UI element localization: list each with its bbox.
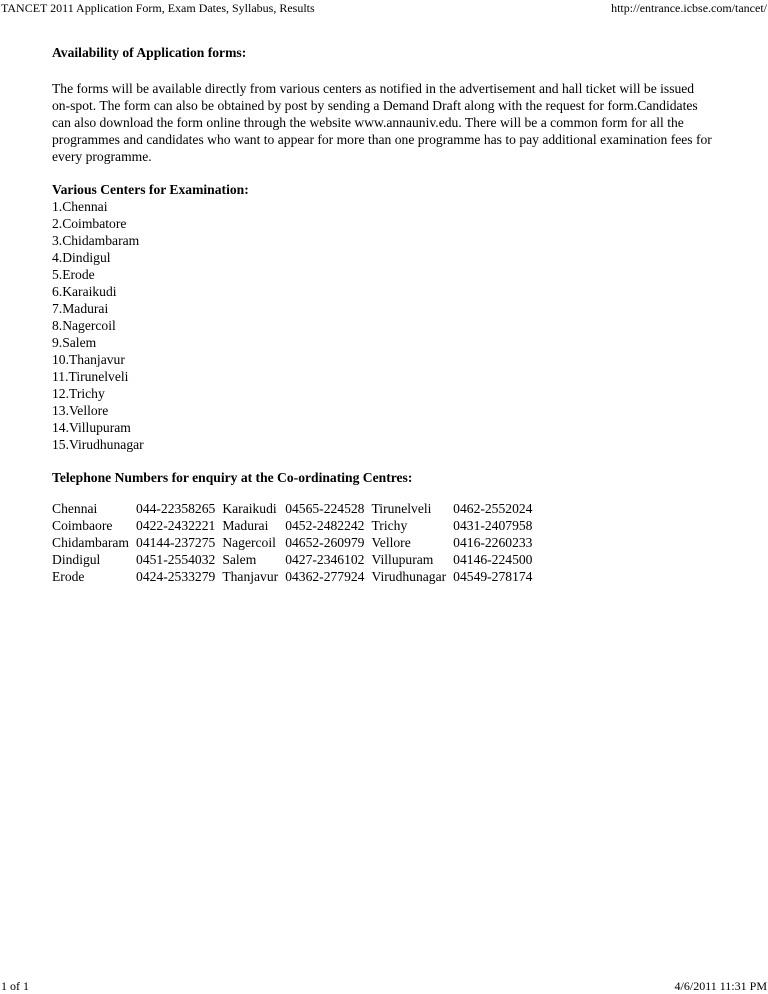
center-name-cell: Trichy <box>371 518 408 533</box>
page-header-url: http://entrance.icbse.com/tancet/ <box>611 1 767 15</box>
list-item: 9.Salem <box>52 335 97 350</box>
center-name-cell: Erode <box>52 569 85 584</box>
list-item: 4.Dindigul <box>52 250 111 265</box>
center-name-cell: Vellore <box>371 535 411 550</box>
list-item: 11.Tirunelveli <box>52 369 129 384</box>
center-name-cell: Thanjavur <box>222 569 279 584</box>
page-footer-datetime: 4/6/2011 11:31 PM <box>674 979 767 993</box>
exam-centers-list <box>52 198 144 453</box>
center-name-cell: Nagercoil <box>222 535 276 550</box>
phone-number-cell: 0452-2482242 <box>285 518 365 533</box>
phone-number-cell: 0451-2554032 <box>136 552 216 567</box>
paragraph-application-forms: The forms will be available directly from various centers as notified in the advertisement and hall ticket will be issued on-spot. The form can also be obtained by post by sending a Demand Draft along with the request for form.Candidates can also download the form online through the website www.annauniv.edu. There will be a common form for all the programmes and candidates who want to appear for more than one programme has to pay additional examination fees for every programme. <box>52 81 712 164</box>
list-item: 1.Chennai <box>52 199 108 214</box>
page-header-title: TANCET 2011 Application Form, Exam Dates, Syllabus, Results <box>1 1 315 15</box>
phone-number-cell: 0424-2533279 <box>136 569 216 584</box>
phone-number-cell: 0462-2552024 <box>453 501 533 516</box>
center-name-cell: Coimbaore <box>52 518 113 533</box>
center-name-cell: Villupuram <box>371 552 434 567</box>
phone-number-cell: 0431-2407958 <box>453 518 533 533</box>
table-row <box>52 534 539 551</box>
telephone-table <box>52 500 539 585</box>
center-name-cell: Salem <box>222 552 257 567</box>
heading-telephone-numbers: Telephone Numbers for enquiry at the Co-ordinating Centres: <box>52 470 413 485</box>
phone-number-cell: 04144-237275 <box>136 535 216 550</box>
phone-number-cell: 04362-277924 <box>285 569 365 584</box>
phone-number-cell: 044-22358265 <box>136 501 216 516</box>
list-item: 14.Villupuram <box>52 420 131 435</box>
phone-number-cell: 04549-278174 <box>453 569 533 584</box>
center-name-cell: Dindigul <box>52 552 101 567</box>
center-name-cell: Virudhunagar <box>371 569 447 584</box>
phone-number-cell: 0416-2260233 <box>453 535 533 550</box>
list-item: 7.Madurai <box>52 301 109 316</box>
list-item: 15.Virudhunagar <box>52 437 144 452</box>
table-row <box>52 517 539 534</box>
phone-number-cell: 04146-224500 <box>453 552 533 567</box>
phone-number-cell: 0422-2432221 <box>136 518 216 533</box>
table-row <box>52 551 539 568</box>
phone-number-cell: 04652-260979 <box>285 535 365 550</box>
list-item: 12.Trichy <box>52 386 105 401</box>
center-name-cell: Chennai <box>52 501 98 516</box>
center-name-cell: Karaikudi <box>222 501 277 516</box>
center-name-cell: Chidambaram <box>52 535 130 550</box>
center-name-cell: Tirunelveli <box>371 501 432 516</box>
list-item: 2.Coimbatore <box>52 216 127 231</box>
list-item: 3.Chidambaram <box>52 233 140 248</box>
list-item: 10.Thanjavur <box>52 352 125 367</box>
heading-exam-centers: Various Centers for Examination: <box>52 182 249 197</box>
heading-application-forms: Availability of Application forms: <box>52 45 247 60</box>
list-item: 13.Vellore <box>52 403 109 418</box>
page-footer-page-count: 1 of 1 <box>1 979 29 993</box>
phone-number-cell: 0427-2346102 <box>285 552 365 567</box>
list-item: 8.Nagercoil <box>52 318 116 333</box>
list-item: 6.Karaikudi <box>52 284 117 299</box>
list-item: 5.Erode <box>52 267 95 282</box>
phone-number-cell: 04565-224528 <box>285 501 365 516</box>
table-row <box>52 568 539 585</box>
table-row <box>52 500 539 517</box>
center-name-cell: Madurai <box>222 518 269 533</box>
